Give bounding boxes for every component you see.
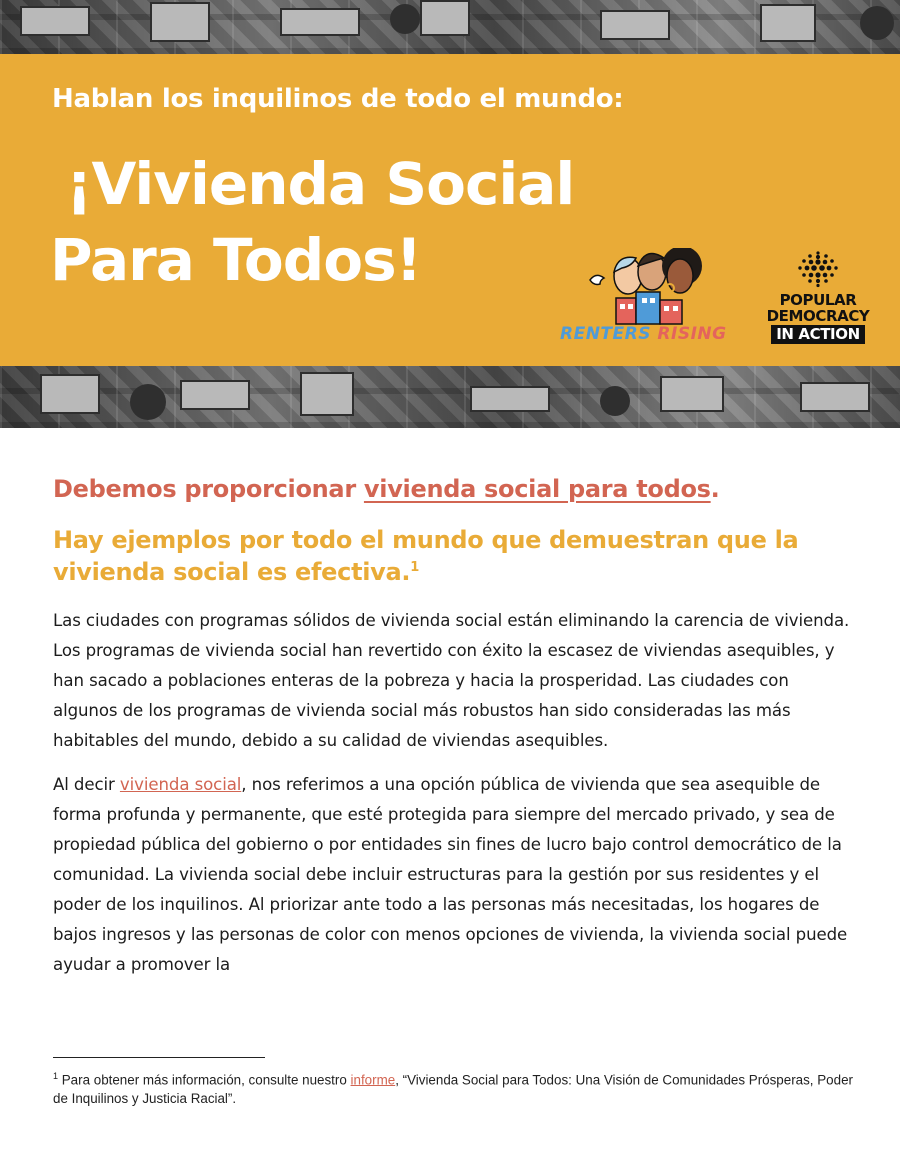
rooftop <box>20 6 90 36</box>
report-link[interactable]: informe <box>350 1072 396 1088</box>
paragraph-2-text: , nos referimos a una opción pública de vivienda que sea asequible de forma profunda y permanente, que esté protegida para siempre del mercado privado, y sea de propiedad pública del gobierno o por entidades sin fines de lucro bajo control democrático de la comunidad. La vivienda social debe incluir estructuras para la gestión por sus residentes y el poder de los inquilinos. Al priorizar ante todo a las personas más necesitadas, los hogares de bajos ingresos y las personas de color con menos opciones de vivienda, la vivienda social puede ayudar a promover la <box>53 775 848 974</box>
paragraph-2-prefix: Al decir <box>53 775 120 794</box>
rooftop <box>660 376 724 412</box>
rooftop <box>40 374 100 414</box>
tree <box>860 6 894 40</box>
rooftop <box>760 4 816 42</box>
section-heading-suffix: . <box>710 475 720 503</box>
footnote <box>53 1067 853 1108</box>
header-kicker: Hablan los inquilinos de todo el mundo: <box>52 84 624 114</box>
section-heading-text: Debemos proporcionar <box>53 475 364 503</box>
footnote-number: 1 <box>53 1071 59 1081</box>
tree <box>130 384 166 420</box>
rooftop <box>150 2 210 42</box>
page-title-line1: ¡Vivienda Social <box>66 150 575 218</box>
pd-wordmark-line3: IN ACTION <box>771 325 865 344</box>
aerial-photo-bottom <box>0 366 900 428</box>
dot-globe-icon <box>796 250 840 288</box>
popular-democracy-logo <box>752 250 884 350</box>
social-housing-inline-link[interactable]: vivienda social <box>119 775 242 794</box>
main-content <box>53 472 853 980</box>
rooftop <box>420 0 470 36</box>
page-title-line2: Para Todos! <box>50 226 422 294</box>
pd-wordmark-line2: DEMOCRACY <box>766 307 870 325</box>
tree <box>390 4 420 34</box>
social-housing-link[interactable]: vivienda social para todos <box>363 475 711 503</box>
body-paragraph-1: Las ciudades con programas sólidos de vivienda social están eliminando la carencia de vivienda. Los programas de vivienda social han revertido con éxito la escasez de viviendas asequibles, y han sacado a poblaciones enteras de la pobreza y hacia la prosperidad. Las ciudades con algunos de los programas de vivienda social más robustos han sido consideradas las más habitables del mundo, debido a su calidad de viviendas asequibles. <box>53 611 850 750</box>
body-paragraph-2 <box>53 770 853 980</box>
renters-rising-wordmark: RENTERS RISING <box>560 324 727 344</box>
rooftop <box>300 372 354 416</box>
rooftop <box>600 10 670 40</box>
footnote-prefix: Para obtener más información, consulte nuestro <box>58 1072 351 1088</box>
pd-wordmark-line1: POPULAR <box>779 291 857 309</box>
aerial-photo-top <box>0 0 900 54</box>
rooftop <box>800 382 870 412</box>
rooftop <box>180 380 250 410</box>
rooftop <box>470 386 550 412</box>
footnote-text: , “Vivienda Social para Todos: Una Visión de Comunidades Prósperas, Poder de Inquilinos y Justicia Racial”. <box>53 1072 853 1107</box>
section-heading <box>53 472 853 506</box>
renters-rising-illustration-icon <box>556 248 740 328</box>
rooftop <box>280 8 360 36</box>
section-subheading-text: Hay ejemplos por todo el mundo que demuestran que la vivienda social es efectiva. <box>53 526 799 586</box>
section-subheading <box>53 526 853 586</box>
footnote-ref[interactable]: 1 <box>410 560 419 575</box>
tree <box>600 386 630 416</box>
renters-rising-logo <box>556 248 740 352</box>
footnote-divider <box>53 1057 265 1058</box>
